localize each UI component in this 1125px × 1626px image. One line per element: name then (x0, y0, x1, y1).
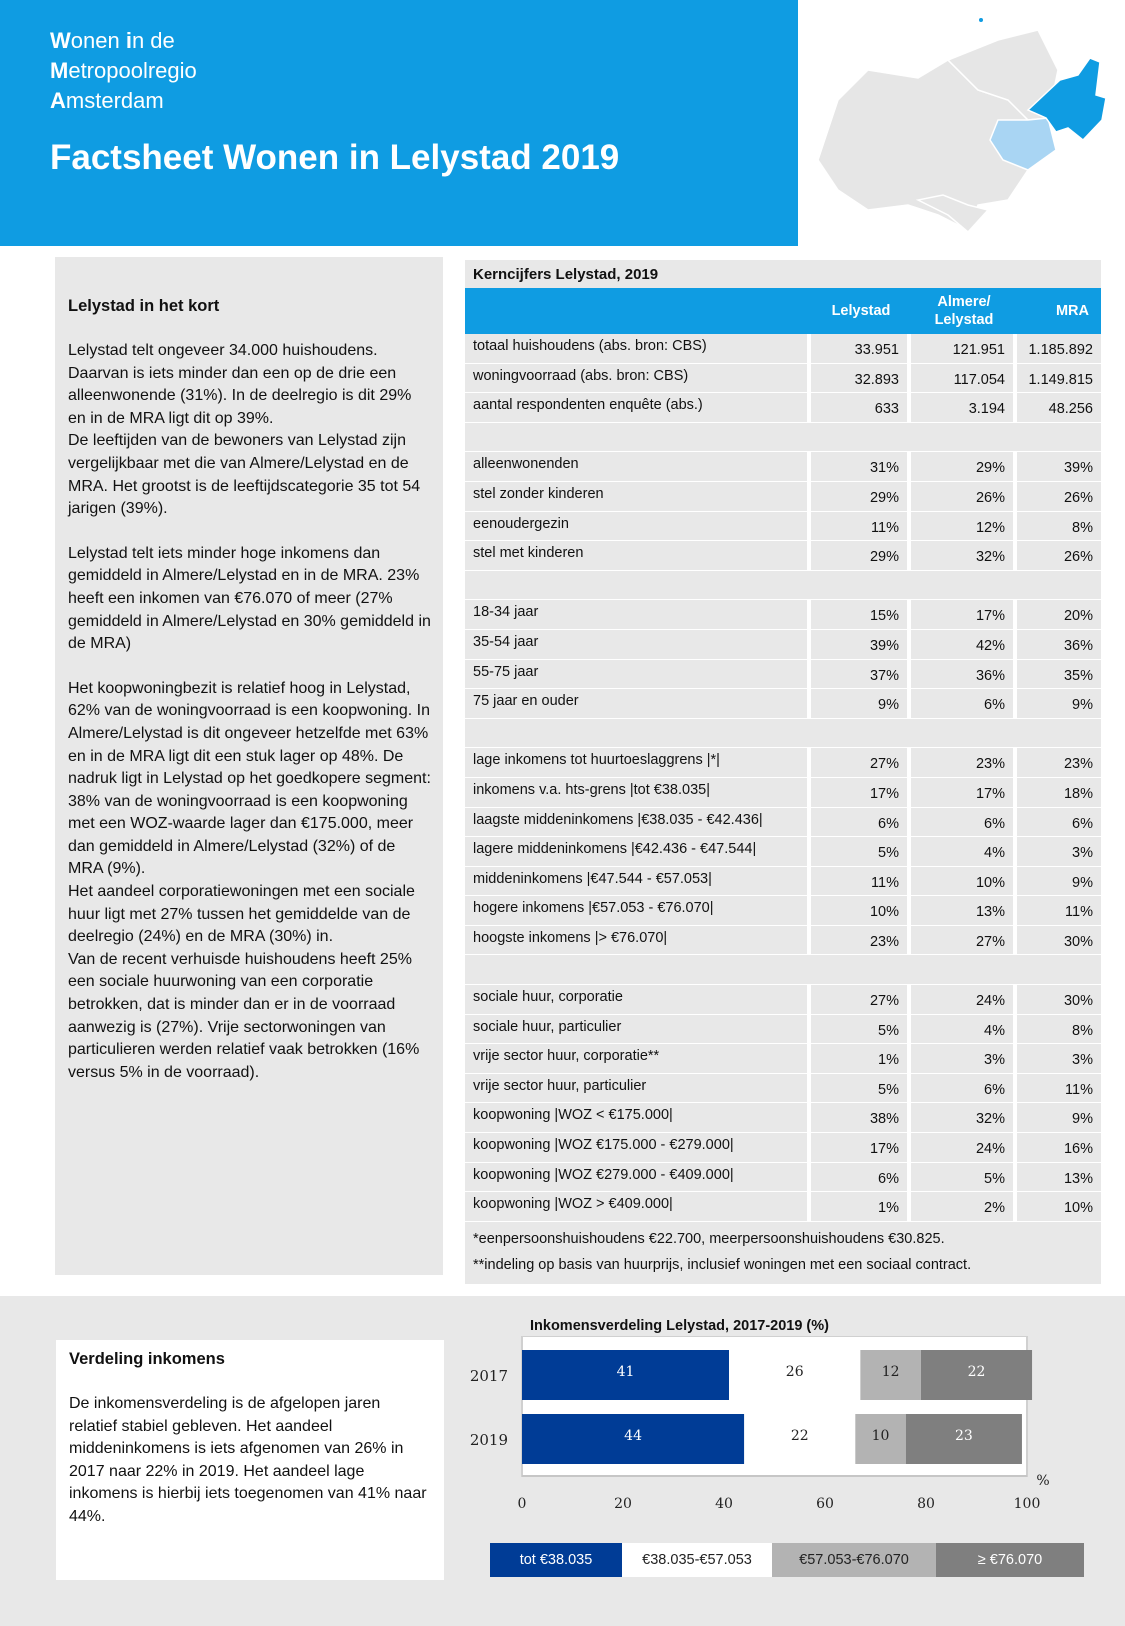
bar-value-label: 10 (871, 1428, 890, 1444)
value-lelystad: 1% (811, 1192, 911, 1221)
row-label: 75 jaar en ouder (465, 689, 811, 718)
value-lelystad: 5% (811, 837, 911, 866)
income-chart (470, 1336, 1110, 1551)
table-spacer (465, 955, 1101, 985)
value-mra: 11% (1065, 1081, 1093, 1098)
category-label: 2019 (470, 1431, 508, 1449)
value-almere-lelystad: 4% (911, 837, 1017, 866)
value-lelystad: 1% (811, 1044, 911, 1073)
value-mra: 10% (1063, 1200, 1093, 1217)
value-almere-lelystad: 13% (911, 896, 1017, 925)
legend-item: €57.053-€76.070 (772, 1543, 936, 1577)
brand-logo-text (50, 26, 197, 116)
row-label: middeninkomens |€47.544 - €57.053| (465, 867, 811, 896)
value-mra: 9% (1072, 697, 1093, 714)
row-label: woningvoorraad (abs. bron: CBS) (465, 364, 811, 393)
value-lelystad: 17% (811, 1133, 911, 1162)
table-row (465, 808, 1101, 838)
page-title: Factsheet Wonen in Lelystad 2019 (50, 138, 620, 177)
row-label: sociale huur, particulier (465, 1015, 811, 1044)
row-label: 55-75 jaar (465, 660, 811, 689)
value-almere-lelystad: 27% (911, 926, 1017, 955)
value-mra: 3% (1072, 845, 1093, 862)
chart-title: Inkomensverdeling Lelystad, 2017-2019 (%) (530, 1318, 829, 1334)
value-almere-lelystad: 3.194 (911, 393, 1017, 422)
value-mra: 8% (1072, 519, 1093, 536)
bar-value-label: 22 (790, 1428, 809, 1444)
table-row (465, 1015, 1101, 1045)
header-cell-mra: MRA (1055, 303, 1089, 319)
table-row (465, 600, 1101, 630)
value-mra: 26% (1063, 549, 1093, 566)
table-row (465, 482, 1101, 512)
chart-legend (490, 1543, 1084, 1577)
row-label: stel met kinderen (465, 541, 811, 570)
value-mra: 36% (1063, 637, 1093, 654)
value-mra: 30% (1063, 993, 1093, 1010)
row-label: koopwoning |WOZ < €175.000| (465, 1103, 811, 1132)
value-mra: 6% (1072, 815, 1093, 832)
legend-item: tot €38.035 (490, 1543, 622, 1577)
key-figures-header (465, 288, 1101, 334)
income-chart-svg (470, 1336, 1110, 1546)
row-label: laagste middeninkomens |€38.035 - €42.436| (465, 808, 811, 837)
table-note: *eenpersoonshuishoudens €22.700, meerpersoonshuishoudens €30.825. (473, 1230, 945, 1247)
value-lelystad: 31% (811, 452, 911, 481)
table-row (465, 837, 1101, 867)
row-label: lagere middeninkomens |€42.436 - €47.544| (465, 837, 811, 866)
row-label: aantal respondenten enquête (abs.) (465, 393, 811, 422)
value-almere-lelystad: 29% (911, 452, 1017, 481)
table-row (465, 748, 1101, 778)
x-tick-label: 40 (715, 1496, 733, 1512)
value-lelystad: 32.893 (811, 364, 911, 393)
key-figures-rows (465, 334, 1101, 1222)
row-label: koopwoning |WOZ €175.000 - €279.000| (465, 1133, 811, 1162)
table-row (465, 512, 1101, 542)
value-mra: 9% (1072, 1111, 1093, 1128)
value-mra: 18% (1063, 785, 1093, 802)
value-lelystad: 15% (811, 600, 911, 629)
value-mra: 35% (1063, 667, 1093, 684)
table-row (465, 364, 1101, 394)
bar-value-label: 12 (881, 1364, 900, 1380)
value-almere-lelystad: 4% (911, 1015, 1017, 1044)
value-lelystad: 5% (811, 1015, 911, 1044)
value-lelystad: 17% (811, 778, 911, 807)
value-almere-lelystad: 12% (911, 512, 1017, 541)
row-label: stel zonder kinderen (465, 482, 811, 511)
table-row (465, 1192, 1101, 1222)
value-lelystad: 11% (811, 867, 911, 896)
value-almere-lelystad: 32% (911, 541, 1017, 570)
value-lelystad: 23% (811, 926, 911, 955)
value-almere-lelystad: 17% (911, 778, 1017, 807)
value-mra: 20% (1063, 608, 1093, 625)
value-mra: 39% (1063, 460, 1093, 477)
table-row (465, 1103, 1101, 1133)
value-mra: 11% (1065, 904, 1093, 921)
value-mra: 23% (1063, 756, 1093, 773)
row-label: koopwoning |WOZ > €409.000| (465, 1192, 811, 1221)
value-lelystad: 29% (811, 482, 911, 511)
income-title: Verdeling inkomens (69, 1350, 225, 1368)
value-almere-lelystad: 32% (911, 1103, 1017, 1132)
row-label: vrije sector huur, corporatie** (465, 1044, 811, 1073)
value-lelystad: 11% (811, 512, 911, 541)
value-almere-lelystad: 5% (911, 1163, 1017, 1192)
value-mra: 1.149.815 (1028, 371, 1093, 388)
table-row (465, 541, 1101, 571)
intro-paragraph: Het aandeel corporatiewoningen met een sociale huur ligt met 27% tussen het gemiddelde van de deelregio (24%) en de MRA (30%) in. (68, 883, 415, 946)
value-almere-lelystad: 6% (911, 689, 1017, 718)
income-text-box (56, 1340, 444, 1580)
table-spacer (465, 423, 1101, 453)
row-label: vrije sector huur, particulier (465, 1074, 811, 1103)
x-tick-label: 80 (917, 1496, 935, 1512)
bar-value-label: 23 (954, 1428, 973, 1444)
header-cell-lelystad: Lelystad (831, 303, 891, 319)
value-almere-lelystad: 6% (911, 808, 1017, 837)
value-almere-lelystad: 17% (911, 600, 1017, 629)
row-label: totaal huishoudens (abs. bron: CBS) (465, 334, 811, 363)
bar-value-label: 26 (785, 1364, 804, 1380)
table-row (465, 1074, 1101, 1104)
table-row (465, 630, 1101, 660)
row-label: inkomens v.a. hts-grens |tot €38.035| (465, 778, 811, 807)
row-label: eenoudergezin (465, 512, 811, 541)
value-mra: 8% (1072, 1022, 1093, 1039)
intro-paragraph: De leeftijden van de bewoners van Lelystad zijn vergelijkbaar met die van Almere/Lelystad en de MRA. Het grootst is de leeftijdscategorie 35 tot 54 jarigen (39%). (68, 432, 421, 518)
value-lelystad: 27% (811, 748, 911, 777)
table-notes (465, 1222, 1101, 1284)
brand-line-2: Metropoolregio (50, 58, 197, 83)
intro-panel (55, 257, 443, 1275)
value-mra: 30% (1063, 933, 1093, 950)
value-almere-lelystad: 10% (911, 867, 1017, 896)
value-lelystad: 33.951 (811, 334, 911, 363)
table-row (465, 452, 1101, 482)
table-row (465, 393, 1101, 423)
table-row (465, 896, 1101, 926)
bar-value-label: 44 (624, 1428, 643, 1444)
table-row (465, 778, 1101, 808)
value-mra: 3% (1072, 1052, 1093, 1069)
value-lelystad: 27% (811, 985, 911, 1014)
x-unit-label: % (1036, 1473, 1050, 1489)
category-label: 2017 (470, 1367, 508, 1385)
intro-paragraph: Van de recent verhuisde huishoudens heeft 25% een sociale huurwoning van een corporatie betrokken, dat is minder dan er in de voorraad aanwezig is (27%). Vrije sectorwoningen van particulieren werden relatief vaak betrokken (16% versus 5% in de voorraad). (68, 950, 420, 1081)
intro-title: Lelystad in het kort (68, 297, 220, 315)
header-cell-empty (465, 288, 811, 334)
value-almere-lelystad: 2% (911, 1192, 1017, 1221)
table-row (465, 1133, 1101, 1163)
value-almere-lelystad: 3% (911, 1044, 1017, 1073)
value-almere-lelystad: 24% (911, 1133, 1017, 1162)
table-spacer (465, 719, 1101, 749)
table-row (465, 985, 1101, 1015)
region-map (798, 0, 1125, 246)
value-lelystad: 29% (811, 541, 911, 570)
value-mra: 16% (1063, 1141, 1093, 1158)
table-row (465, 867, 1101, 897)
row-label: hogere inkomens |€57.053 - €76.070| (465, 896, 811, 925)
value-almere-lelystad: 36% (911, 660, 1017, 689)
x-tick-label: 100 (1013, 1496, 1041, 1512)
value-almere-lelystad: 42% (911, 630, 1017, 659)
row-label: 18-34 jaar (465, 600, 811, 629)
value-lelystad: 9% (811, 689, 911, 718)
bar-value-label: 41 (616, 1364, 635, 1380)
row-label: lage inkomens tot huurtoeslaggrens |*| (465, 748, 811, 777)
value-lelystad: 38% (811, 1103, 911, 1132)
x-tick-label: 0 (517, 1496, 527, 1512)
region-map-icon (798, 0, 1125, 246)
value-almere-lelystad: 24% (911, 985, 1017, 1014)
intro-paragraph: Lelystad telt ongeveer 34.000 huishoudens. Daarvan is iets minder dan een op de drie een alleenwonende (31%). In de deelregio is dit 29% en in de MRA ligt dit op 39%. (68, 342, 412, 427)
value-mra: 13% (1063, 1170, 1093, 1187)
value-almere-lelystad: 23% (911, 748, 1017, 777)
bar-value-label: 22 (967, 1364, 986, 1380)
value-mra: 9% (1072, 874, 1093, 891)
value-lelystad: 39% (811, 630, 911, 659)
row-label: 35-54 jaar (465, 630, 811, 659)
legend-item: €38.035-€57.053 (622, 1543, 772, 1577)
income-paragraph: De inkomensverdeling is de afgelopen jaren relatief stabiel gebleven. Het aandeel middeninkomens is iets afgenomen van 26% in 2017 naar 22% in 2019. Het aandeel lage inkomens is hierbij iets toegenomen van 41% naar 44%. (69, 1395, 427, 1525)
value-lelystad: 5% (811, 1074, 911, 1103)
value-lelystad: 6% (811, 808, 911, 837)
value-lelystad: 6% (811, 1163, 911, 1192)
value-almere-lelystad: 6% (911, 1074, 1017, 1103)
row-label: alleenwonenden (465, 452, 811, 481)
value-mra: 48.256 (1048, 401, 1093, 418)
value-almere-lelystad: 117.054 (911, 364, 1017, 393)
legend-item: ≥ €76.070 (936, 1543, 1084, 1577)
table-row (465, 334, 1101, 364)
x-tick-label: 60 (816, 1496, 834, 1512)
value-lelystad: 633 (811, 393, 911, 422)
value-almere-lelystad: 26% (911, 482, 1017, 511)
value-lelystad: 10% (811, 896, 911, 925)
table-row (465, 1044, 1101, 1074)
value-lelystad: 37% (811, 660, 911, 689)
income-section (0, 1296, 1125, 1626)
intro-paragraph: Lelystad telt iets minder hoge inkomens dan gemiddeld in Almere/Lelystad en in de MRA. 23% heeft een inkomen van €76.070 of meer (27% gemiddeld in Almere/Lelystad en 30% gemiddeld in de MRA) (68, 544, 431, 653)
table-row (465, 689, 1101, 719)
table-spacer (465, 571, 1101, 601)
brand-line-1: Wonen in de (50, 28, 175, 53)
key-figures-title: Kerncijfers Lelystad, 2019 (465, 260, 1101, 288)
header-cell-almere-lelystad: Almere/ Lelystad (934, 294, 994, 328)
table-row (465, 660, 1101, 690)
table-row (465, 1163, 1101, 1193)
table-note: **indeling op basis van huurprijs, inclusief woningen met een sociaal contract. (473, 1256, 972, 1273)
key-figures-table (465, 260, 1101, 1284)
row-label: sociale huur, corporatie (465, 985, 811, 1014)
row-label: koopwoning |WOZ €279.000 - €409.000| (465, 1163, 811, 1192)
value-mra: 1.185.892 (1028, 342, 1093, 358)
header-banner (0, 0, 798, 246)
table-row (465, 926, 1101, 956)
row-label: hoogste inkomens |> €76.070| (465, 926, 811, 955)
intro-paragraph: Het koopwoningbezit is relatief hoog in Lelystad, 62% van de woningvoorraad is een koopwoning. In Almere/Lelystad is dit ongeveer hetzelfde met 63% en in de MRA ligt dit een stuk lager op 48%. De nadruk ligt in Lelystad op het goedkopere segment: 38% van de woningvoorraad is een koopwoning met een WOZ-waarde lager dan €175.000, meer dan gemiddeld in Almere/Lelystad (32%) of de MRA (9%). (68, 679, 431, 878)
value-almere-lelystad: 121.951 (911, 334, 1017, 363)
x-tick-label: 20 (614, 1496, 632, 1512)
brand-line-3: Amsterdam (50, 88, 164, 113)
value-mra: 26% (1063, 489, 1093, 506)
